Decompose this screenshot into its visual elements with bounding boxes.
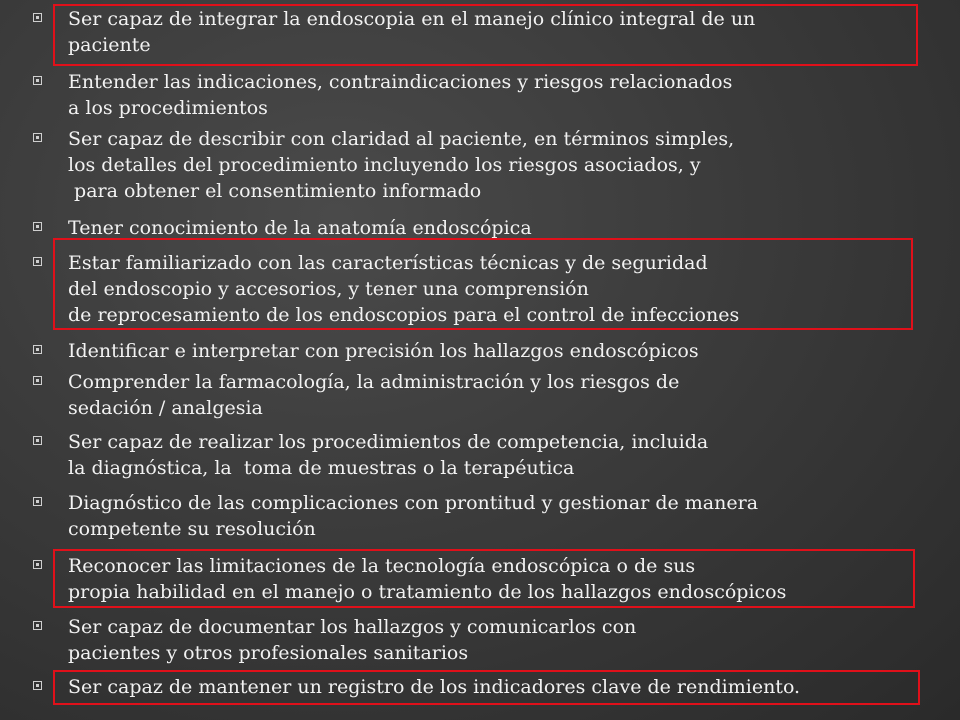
list-item-line: a los procedimientos bbox=[68, 97, 268, 119]
list-item-line: Identificar e interpretar con precisión los hallazgos endoscópicos bbox=[68, 340, 699, 362]
list-item bbox=[32, 369, 932, 421]
list-item-line: Entender las indicaciones, contraindicaciones y riesgos relacionados bbox=[68, 71, 733, 93]
list-item bbox=[32, 614, 932, 666]
list-item-line: la diagnóstica, la toma de muestras o la terapéutica bbox=[68, 457, 575, 479]
list-item bbox=[32, 429, 932, 481]
list-item-line: Ser capaz de mantener un registro de los indicadores clave de rendimiento. bbox=[68, 676, 801, 698]
list-item-line: Estar familiarizado con las características técnicas y de seguridad bbox=[68, 252, 708, 274]
list-item-line: Reconocer las limitaciones de la tecnología endoscópica o de sus bbox=[68, 555, 696, 577]
list-item-line: propia habilidad en el manejo o tratamiento de los hallazgos endoscópicos bbox=[68, 581, 787, 603]
square-bullet-icon bbox=[32, 256, 46, 270]
list-item-line: Ser capaz de documentar los hallazgos y comunicarlos con bbox=[68, 616, 637, 638]
list-item-line: Comprender la farmacología, la administración y los riesgos de bbox=[68, 371, 680, 393]
list-item-line: competente su resolución bbox=[68, 518, 316, 540]
list-item-text bbox=[68, 6, 932, 58]
list-item-line: Tener conocimiento de la anatomía endoscópica bbox=[68, 217, 532, 239]
list-item-line: Ser capaz de describir con claridad al paciente, en términos simples, bbox=[68, 128, 735, 150]
list-item-line: sedación / analgesia bbox=[68, 397, 263, 419]
list-item-line: Diagnóstico de las complicaciones con prontitud y gestionar de manera bbox=[68, 492, 759, 514]
square-bullet-icon bbox=[32, 221, 46, 235]
list-item-line: paciente bbox=[68, 34, 151, 56]
list-item bbox=[32, 674, 932, 700]
square-bullet-icon bbox=[32, 680, 46, 694]
list-item bbox=[32, 250, 932, 328]
list-item-text bbox=[68, 369, 932, 421]
list-item-line: de reprocesamiento de los endoscopios para el control de infecciones bbox=[68, 304, 740, 326]
square-bullet-icon bbox=[32, 375, 46, 389]
list-item bbox=[32, 6, 932, 58]
list-item-text bbox=[68, 126, 932, 204]
square-bullet-icon bbox=[32, 75, 46, 89]
square-bullet-icon bbox=[32, 620, 46, 634]
square-bullet-icon bbox=[32, 344, 46, 358]
list-item-line: pacientes y otros profesionales sanitarios bbox=[68, 642, 469, 664]
list-item-text bbox=[68, 250, 932, 328]
list-item-text bbox=[68, 215, 932, 241]
list-item-text bbox=[68, 614, 932, 666]
list-item bbox=[32, 490, 932, 542]
list-item bbox=[32, 126, 932, 204]
list-item bbox=[32, 338, 932, 364]
list-item-line: para obtener el consentimiento informado bbox=[68, 180, 482, 202]
list-item bbox=[32, 553, 932, 605]
list-item-line: los detalles del procedimiento incluyendo los riesgos asociados, y bbox=[68, 154, 701, 176]
list-item-line: Ser capaz de realizar los procedimientos de competencia, incluida bbox=[68, 431, 709, 453]
list-item-line: del endoscopio y accesorios, y tener una comprensión bbox=[68, 278, 589, 300]
list-item-text bbox=[68, 674, 932, 700]
list-item-text bbox=[68, 338, 932, 364]
list-item bbox=[32, 215, 932, 241]
square-bullet-icon bbox=[32, 496, 46, 510]
square-bullet-icon bbox=[32, 435, 46, 449]
square-bullet-icon bbox=[32, 12, 46, 26]
list-item-text bbox=[68, 429, 932, 481]
list-item-text bbox=[68, 490, 932, 542]
list-item bbox=[32, 69, 932, 121]
square-bullet-icon bbox=[32, 132, 46, 146]
square-bullet-icon bbox=[32, 559, 46, 573]
list-item-line: Ser capaz de integrar la endoscopia en el manejo clínico integral de un bbox=[68, 8, 756, 30]
list-item-text bbox=[68, 69, 932, 121]
list-item-text bbox=[68, 553, 932, 605]
